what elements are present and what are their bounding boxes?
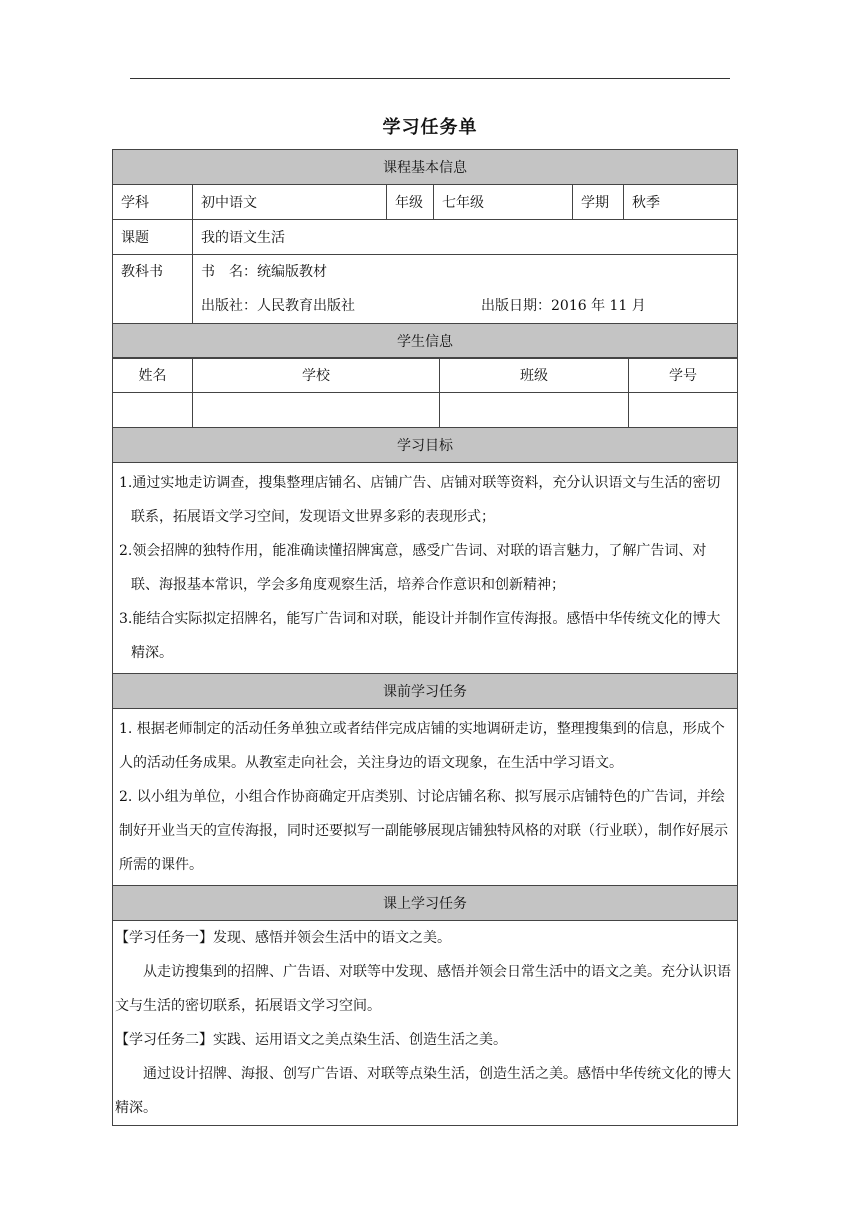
course-info-header: 课程基本信息: [113, 150, 738, 185]
class-field[interactable]: [440, 393, 629, 428]
task2-title: 【学习任务二】实践、运用语文之美点染生活、创造生活之美。: [115, 1032, 507, 1048]
grade-value: 七年级: [434, 185, 573, 220]
subject-label: 学科: [113, 185, 193, 220]
task1-body: 从走访搜集到的招牌、广告语、对联等中发现、感悟并领会日常生活中的语文之美。充分认识语文与生活的密切联系，拓展语文学习空间。: [115, 964, 731, 1014]
col-name: 姓名: [113, 358, 193, 393]
book-name: 书 名：统编版教材: [201, 264, 327, 280]
subject-value: 初中语文: [193, 185, 387, 220]
objective-item: 1.通过实地走访调查，搜集整理店铺名、店铺广告、店铺对联等资料，充分认识语文与生活的密切联系，拓展语文学习空间，发现语文世界多彩的表现形式；: [119, 475, 721, 525]
in-class-header: 课上学习任务: [113, 886, 738, 921]
pub-date: 出版日期：2016 年 11 月: [481, 298, 646, 314]
textbook-info: [193, 255, 738, 324]
student-info-header: 学生信息: [113, 324, 738, 359]
pre-class-item: 2. 以小组为单位，小组合作协商确定开店类别、讨论店铺名称、拟写展示店铺特色的广告词，并绘制好开业当天的宣传海报，同时还要拟写一副能够展现店铺独特风格的对联（行业联），制作好展示所需的课件。: [119, 789, 728, 873]
page-title: 学习任务单: [382, 117, 478, 138]
col-student-id: 学号: [629, 358, 738, 393]
term-value: 秋季: [624, 185, 738, 220]
student-table: [112, 357, 738, 1126]
name-field[interactable]: [113, 393, 193, 428]
school-field[interactable]: [193, 393, 440, 428]
pre-class-item: 1. 根据老师制定的活动任务单独立或者结伴完成店铺的实地调研走访，整理搜集到的信息，形成个人的活动任务成果。从教室走向社会，关注身边的语文现象，在生活中学习语文。: [119, 721, 725, 771]
header-rule: [130, 78, 730, 79]
student-id-field[interactable]: [629, 393, 738, 428]
task2-body: 通过设计招牌、海报、创写广告语、对联等点染生活，创造生活之美。感悟中华传统文化的博大精深。: [115, 1066, 731, 1116]
publisher-line: [201, 289, 729, 323]
objective-item: 2.领会招牌的独特作用，能准确读懂招牌寓意，感受广告词、对联的语言魅力，了解广告词、对联、海报基本常识，学会多角度观察生活，培养合作意识和创新精神；: [119, 543, 707, 593]
term-label: 学期: [573, 185, 624, 220]
publisher: 出版社：人民教育出版社: [201, 298, 355, 314]
textbook-label: 教科书: [113, 255, 193, 324]
pre-class-header: 课前学习任务: [113, 674, 738, 709]
col-school: 学校: [193, 358, 440, 393]
objectives-header: 学习目标: [113, 428, 738, 463]
task1-title: 【学习任务一】发现、感悟并领会生活中的语文之美。: [115, 930, 451, 946]
col-class: 班级: [440, 358, 629, 393]
objectives-body: [113, 463, 738, 674]
grade-label: 年级: [387, 185, 434, 220]
in-class-body: [113, 921, 738, 1126]
task-table: [112, 149, 738, 359]
topic-value: 我的语文生活: [193, 220, 738, 255]
topic-label: 课题: [113, 220, 193, 255]
pre-class-body: [113, 709, 738, 886]
objective-item: 3.能结合实际拟定招牌名，能写广告词和对联，能设计并制作宣传海报。感悟中华传统文化的博大精深。: [119, 611, 721, 661]
